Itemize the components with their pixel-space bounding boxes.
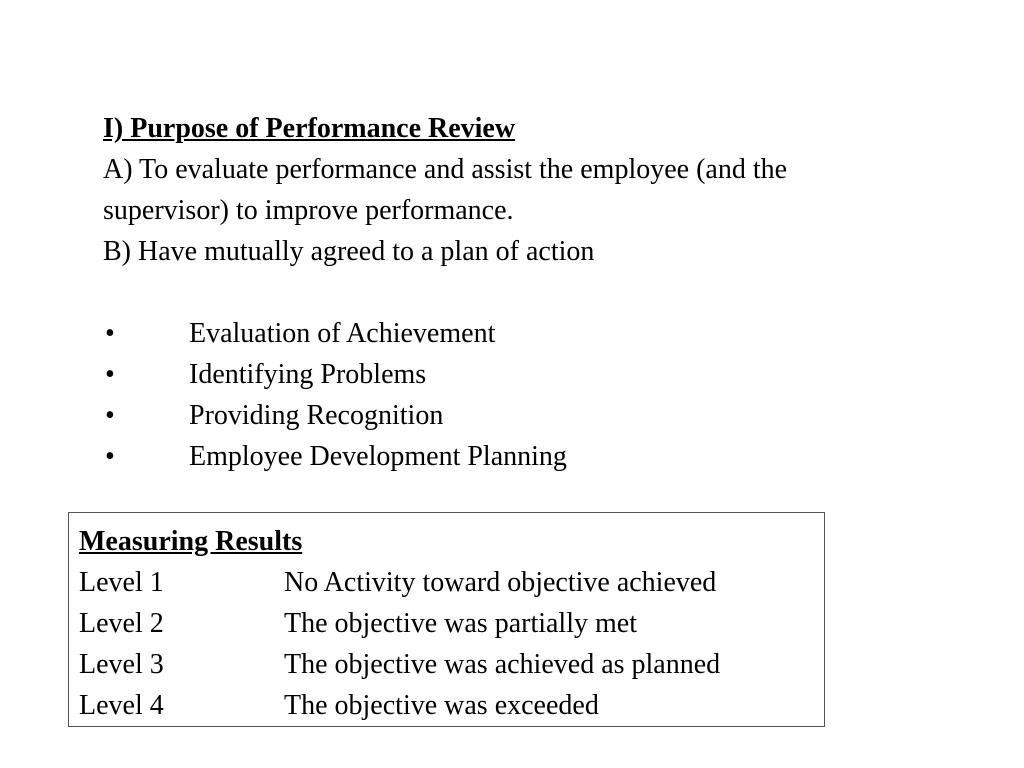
level-row (79, 562, 824, 603)
level-label: Level 3 (79, 649, 164, 680)
purpose-point-b: B) Have mutually agreed to a plan of action (103, 236, 595, 267)
bullet-text: Identifying Problems (189, 359, 427, 390)
spacer (103, 272, 983, 313)
bullet-text: Employee Development Planning (189, 441, 567, 472)
bullet-text: Evaluation of Achievement (189, 318, 496, 349)
purpose-section (103, 108, 983, 477)
level-row (79, 603, 824, 644)
purpose-point-a-line-1: A) To evaluate performance and assist the employee (and the (103, 154, 788, 185)
bullet-item (103, 313, 983, 354)
measuring-results-box (68, 512, 825, 727)
bullet-dot-icon: • (105, 359, 115, 390)
purpose-point-a-line-2: supervisor) to improve performance. (103, 195, 514, 226)
level-description: No Activity toward objective achieved (284, 567, 717, 598)
level-label: Level 2 (79, 608, 164, 639)
level-description: The objective was exceeded (284, 690, 599, 721)
level-label: Level 1 (79, 567, 164, 598)
bullet-item (103, 354, 983, 395)
level-row (79, 644, 824, 685)
bullet-text: Providing Recognition (189, 400, 444, 431)
bullet-dot-icon: • (105, 400, 115, 431)
bullet-item (103, 436, 983, 477)
level-description: The objective was partially met (284, 608, 637, 639)
purpose-heading: I) Purpose of Performance Review (103, 113, 516, 144)
bullet-dot-icon: • (105, 318, 115, 349)
level-label: Level 4 (79, 690, 164, 721)
measuring-results-heading: Measuring Results (79, 526, 303, 557)
level-description: The objective was achieved as planned (284, 649, 721, 680)
level-row (79, 685, 824, 726)
bullet-item (103, 395, 983, 436)
bullet-dot-icon: • (105, 441, 115, 472)
